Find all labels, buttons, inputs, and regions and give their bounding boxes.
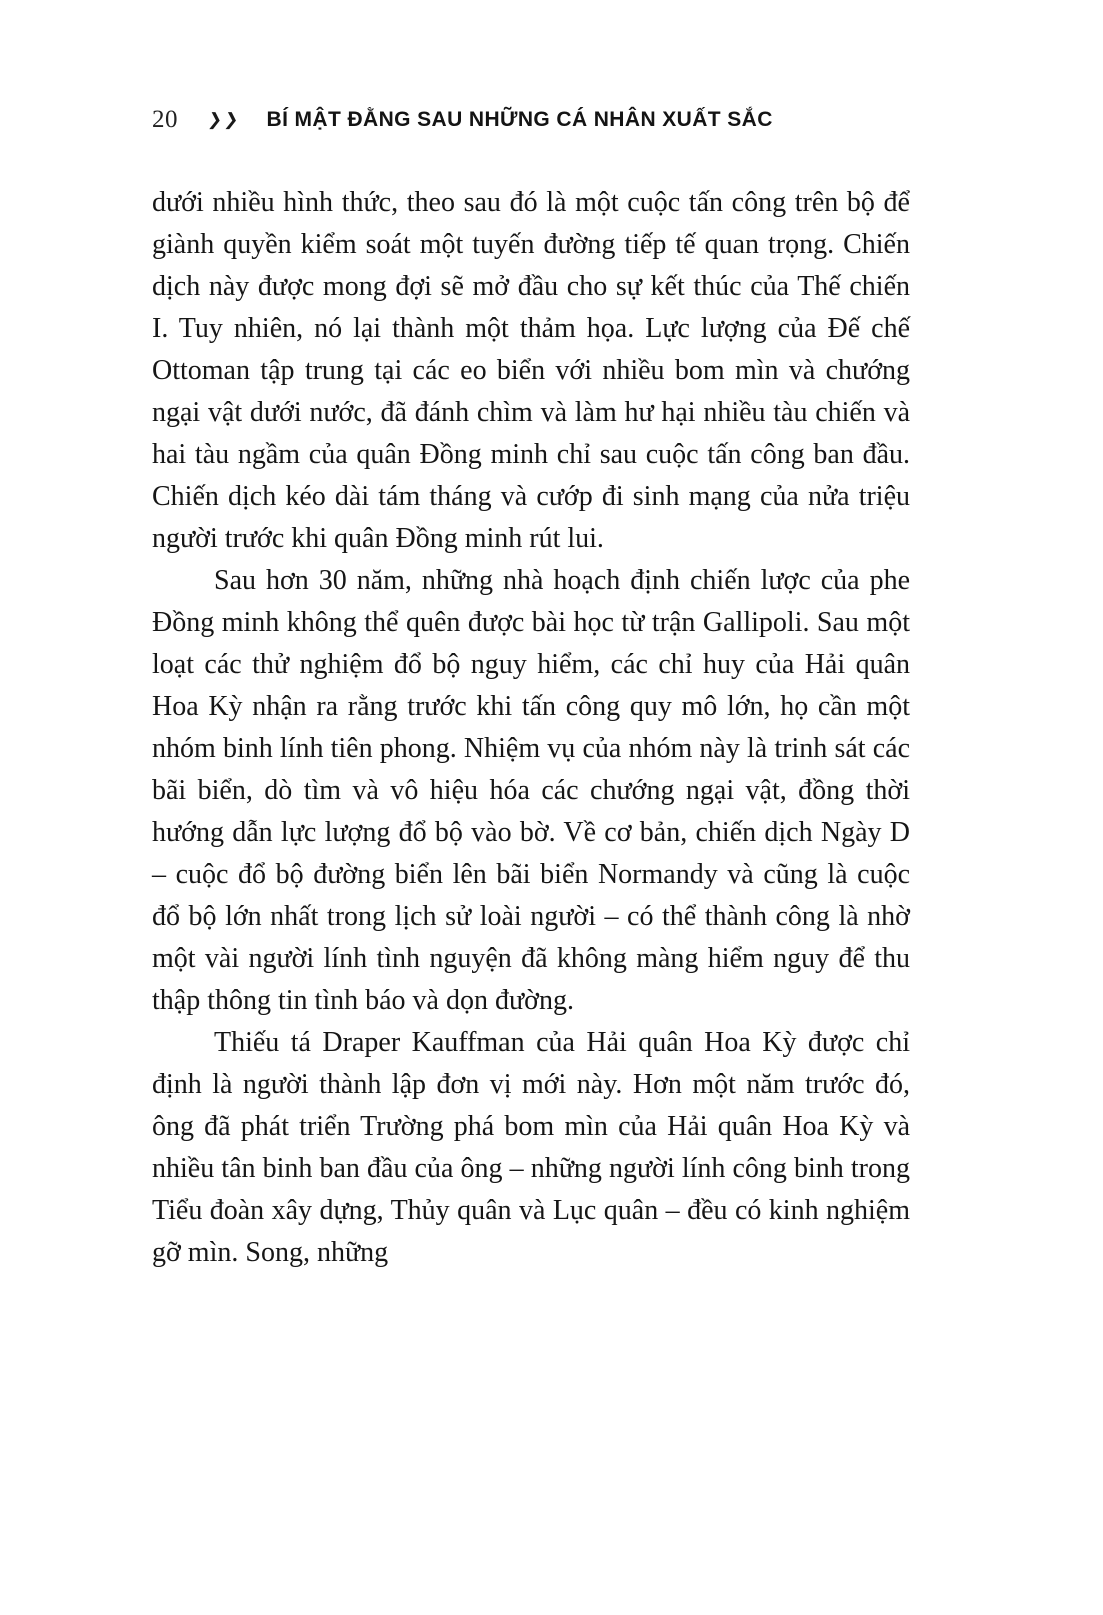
paragraph: Thiếu tá Draper Kauffman của Hải quân Hoa Kỳ được chỉ định là người thành lập đơn vị mới này. Hơn một năm trước đó, ông đã phát triển Trường phá bom mìn của Hải quân Hoa Kỳ và nhiều tân binh ban đầu của ông – những người lính công binh trong Tiểu đoàn xây dựng, Thủy quân và Lục quân – đều có kinh nghiệm gỡ mìn. Song, những [152, 1027, 910, 1268]
running-head-title: BÍ MẬT ĐẰNG SAU NHỮNG CÁ NHÂN XUẤT SẮC [266, 108, 773, 131]
page-body [0, 182, 1103, 1274]
page-number: 20 [152, 106, 178, 133]
paragraph: Sau hơn 30 năm, những nhà hoạch định chiến lược của phe Đồng minh không thể quên được bài học từ trận Gallipoli. Sau một loạt các thử nghiệm đổ bộ nguy hiểm, các chỉ huy của Hải quân Hoa Kỳ nhận ra rằng trước khi tấn công quy mô lớn, họ cần một nhóm binh lính tiên phong. Nhiệm vụ của nhóm này là trinh sát các bãi biển, dò tìm và vô hiệu hóa các chướng ngại vật, đồng thời hướng dẫn lực lượng đổ bộ vào bờ. Về cơ bản, chiến dịch Ngày D – cuộc đổ bộ đường biển lên bãi biển Normandy và cũng là cuộc đổ bộ lớn nhất trong lịch sử loài người – có thể thành công là nhờ một vài người lính tình nguyện đã không màng hiểm nguy để thu thập thông tin tình báo và dọn đường. [152, 565, 910, 1016]
paragraph: dưới nhiều hình thức, theo sau đó là một cuộc tấn công trên bộ để giành quyền kiểm soát một tuyến đường tiếp tế quan trọng. Chiến dịch này được mong đợi sẽ mở đầu cho sự kết thúc của Thế chiến I. Tuy nhiên, nó lại thành một thảm họa. Lực lượng của Đế chế Ottoman tập trung tại các eo biển với nhiều bom mìn và chướng ngại vật dưới nước, đã đánh chìm và làm hư hại nhiều tàu chiến và hai tàu ngầm của quân Đồng minh chỉ sau cuộc tấn công ban đầu. Chiến dịch kéo dài tám tháng và cướp đi sinh mạng của nửa triệu người trước khi quân Đồng minh rút lui. [152, 187, 910, 554]
double-chevron-icon: ❯❯ [206, 110, 242, 130]
page-header [0, 0, 1103, 134]
